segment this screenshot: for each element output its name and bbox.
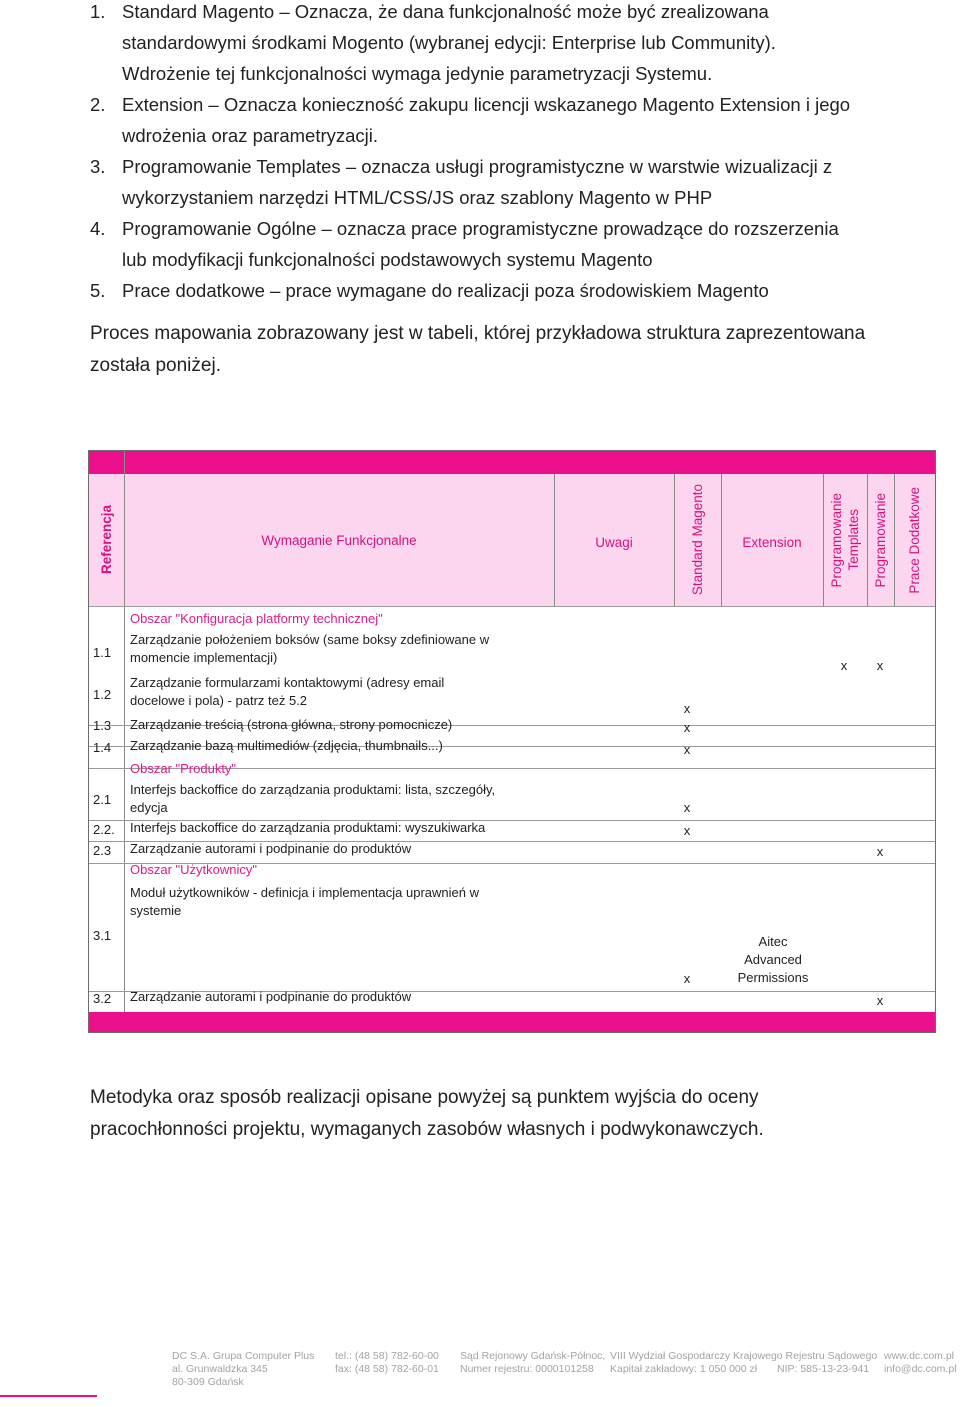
- row-note: Aitec Advanced Permissions: [737, 934, 809, 985]
- list-item: [90, 213, 940, 275]
- list-item: [90, 89, 940, 151]
- header-requirement: Wymaganie Funkcjonalne: [261, 532, 417, 548]
- list-text: lub modyfikacji funkcjonalności podstawowych systemu Magento: [122, 249, 653, 270]
- header-notes: Uwagi: [595, 535, 633, 550]
- mark-standard: x: [683, 823, 691, 838]
- row-requirement: Zarządzanie treścią (strona główna, strony pomocnicze): [130, 717, 453, 732]
- row-requirement: Moduł użytkowników - definicja i implementacja uprawnień w systemie: [130, 885, 479, 918]
- row-requirement: Zarządzanie autorami i podpinanie do produktów: [130, 989, 412, 1004]
- header-ref: Referencja: [99, 505, 114, 575]
- column-divider: [721, 474, 722, 606]
- mapping-table: [88, 450, 936, 1033]
- area-heading: Obszar "Użytkownicy": [130, 862, 257, 877]
- list-number: 3.: [90, 156, 106, 177]
- row-ref: 1.4: [93, 740, 112, 755]
- column-divider: [674, 474, 675, 606]
- list-text: Programowanie Templates – oznacza usługi programistyczne w warstwie wizualizacji z: [122, 156, 833, 177]
- row-ref: 1.3: [93, 718, 112, 733]
- list-text: Wdrożenie tej funkcjonalności wymaga jedynie parametryzacji Systemu.: [122, 63, 713, 84]
- mark-standard: x: [683, 742, 691, 757]
- list-number: 2.: [90, 94, 106, 115]
- footer-accent-line: [0, 1395, 97, 1397]
- footer-contact: [884, 1350, 957, 1376]
- footer-court: Sąd Rejonowy Gdańsk-Północ, Numer rejestru: 0000101258: [460, 1350, 606, 1375]
- header-extra: Prace Dodatkowe: [907, 486, 922, 594]
- mark-standard: x: [683, 720, 691, 735]
- row-ref: 3.2: [93, 991, 112, 1006]
- table-header-row: [89, 474, 935, 606]
- footer-company: DC S.A. Grupa Computer Plus al. Grunwaldzka 345 80-309 Gdańsk: [172, 1350, 315, 1388]
- definitions-list: [90, 0, 940, 306]
- list-text: wykorzystaniem narzędzi HTML/CSS/JS oraz szablony Magento w PHP: [122, 187, 713, 208]
- row-ref: 2.3: [93, 843, 112, 858]
- email-link[interactable]: info@dc.com.pl: [884, 1363, 957, 1375]
- row-ref: 1.1: [93, 645, 112, 660]
- header-extension: Extension: [742, 535, 802, 550]
- row-divider: [89, 606, 935, 607]
- list-item: [90, 275, 940, 306]
- mark-standard: x: [683, 800, 691, 815]
- table-top-band: [89, 451, 935, 474]
- list-item: [90, 0, 940, 89]
- row-requirement: Zarządzanie formularzami kontaktowymi (adresy email docelowe i pola) - patrz też 5.2: [130, 675, 445, 708]
- list-number: 4.: [90, 218, 106, 239]
- header-standard: Standard Magento: [690, 484, 705, 596]
- row-requirement: Zarządzanie bazą multimediów (zdjęcia, thumbnails...): [130, 738, 443, 753]
- area-heading: Obszar "Konfiguracja platformy technicznej": [130, 611, 383, 626]
- footer-nip: NIP: 585-13-23-941: [777, 1363, 870, 1375]
- footer-phones: tel.: (48 58) 782-60-00 fax: (48 58) 782-60-01: [335, 1350, 439, 1375]
- list-text: Extension – Oznacza konieczność zakupu licencji wskazanego Magento Extension i jego: [122, 94, 851, 115]
- table-bottom-band: [89, 1012, 935, 1032]
- mark-general: x: [876, 658, 884, 673]
- list-number: 5.: [90, 280, 106, 301]
- row-requirement: Interfejs backoffice do zarządzania produktami: wyszukiwarka: [130, 820, 486, 835]
- area-heading: Obszar "Produkty": [130, 761, 237, 776]
- mark-general: x: [876, 844, 884, 859]
- list-number: 1.: [90, 1, 106, 22]
- column-divider: [894, 474, 895, 606]
- closing-paragraph: Metodyka oraz sposób realizacji opisane powyżej są punktem wyjścia do oceny pracochłonności projektu, wymaganych zasobów własnych i podwykonawczych.: [90, 1087, 764, 1140]
- list-text: Prace dodatkowe – prace wymagane do realizacji poza środowiskiem Magento: [122, 280, 769, 301]
- column-divider: [867, 474, 868, 606]
- row-ref: 3.1: [93, 928, 112, 943]
- row-requirement: Zarządzanie położeniem boksów (same boksy zdefiniowane w momencie implementacji): [130, 632, 490, 665]
- website-link[interactable]: www.dc.com.pl: [884, 1350, 955, 1362]
- list-text: Standard Magento – Oznacza, że dana funkcjonalność może być zrealizowana: [122, 1, 769, 22]
- mark-standard: x: [683, 971, 691, 986]
- row-ref: 2.2.: [93, 822, 115, 837]
- column-divider: [124, 451, 125, 1032]
- list-text: wdrożenia oraz parametryzacji.: [122, 125, 379, 146]
- mark-standard: x: [683, 701, 691, 716]
- list-item: [90, 151, 940, 213]
- footer-register: VIII Wydział Gospodarczy Krajowego Rejestru Sądowego Kapitał zakładowy: 1 050 000 zł: [610, 1350, 878, 1375]
- column-divider: [823, 474, 824, 606]
- row-requirement: Zarządzanie autorami i podpinanie do produktów: [130, 841, 412, 856]
- header-general: Programowanie: [873, 492, 888, 588]
- column-divider: [554, 474, 555, 606]
- header-templates: Programowanie Templates: [829, 492, 861, 588]
- row-ref: 1.2: [93, 687, 112, 702]
- intro-paragraph: Proces mapowania zobrazowany jest w tabeli, której przykładowa struktura zaprezentowana została poniżej.: [90, 323, 866, 376]
- list-text: standardowymi środkami Mogento (wybranej edycji: Enterprise lub Community).: [122, 32, 776, 53]
- mark-templates: x: [840, 658, 848, 673]
- mark-general: x: [876, 993, 884, 1008]
- list-text: Programowanie Ogólne – oznacza prace programistyczne prowadzące do rozszerzenia: [122, 218, 839, 239]
- row-ref: 2.1: [93, 792, 112, 807]
- row-requirement: Interfejs backoffice do zarządzania produktami: lista, szczegóły, edycja: [130, 782, 496, 815]
